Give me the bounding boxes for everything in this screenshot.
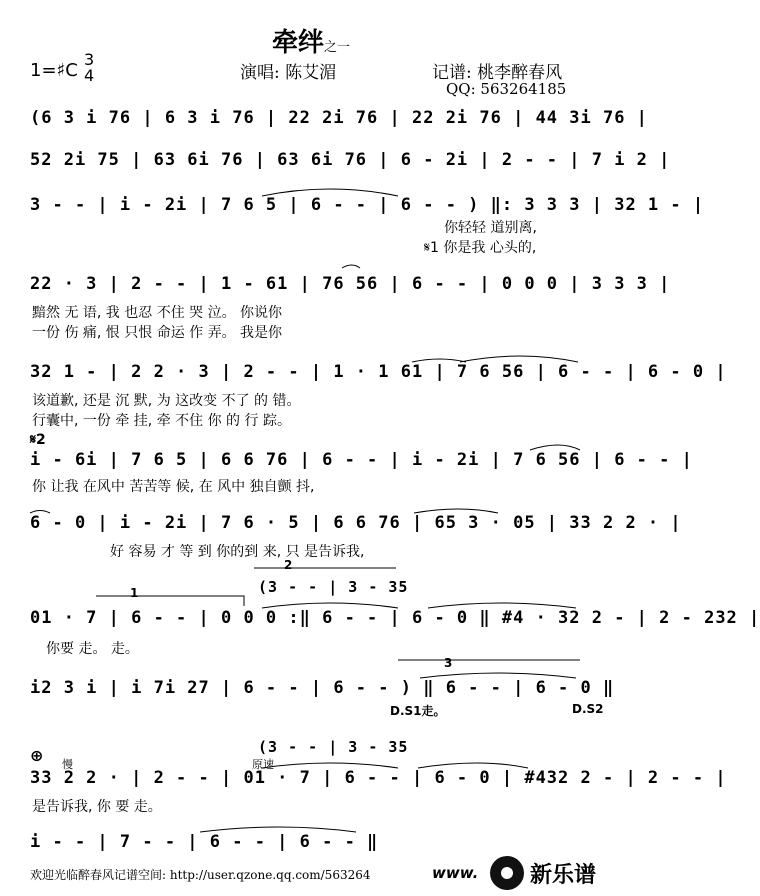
brand-name: 新乐谱: [530, 863, 597, 888]
slur-arc: [30, 511, 50, 514]
notes-line: i - - | 7 - - | 6 - - | 6 - - ‖: [30, 832, 379, 852]
lyric-line-1: 你轻轻 道别离,: [444, 220, 537, 236]
ending-1-bracket: [96, 596, 244, 606]
footer-welcome: 欢迎光临醉春风记谱空间: http://user.qzone.qq.com/563264: [30, 868, 371, 882]
tempo-mark: 原速: [252, 758, 274, 771]
slur-arc: [418, 763, 528, 768]
notes-line: i - 6i | 7 6 5 | 6 6 76 | 6 - - | i - 2i | 7 6 56 | 6 - - |: [30, 450, 693, 470]
lyric-line-1: 好 容易 才 等 到 你的到 来, 只 是告诉我,: [110, 544, 365, 560]
lyric-line-2: 行囊中, 一份 牵 挂, 牵 不住 你 的 行 踪。: [32, 413, 291, 429]
singer-credit: 演唱: 陈艾湄: [240, 63, 337, 83]
slur-arc: [414, 509, 498, 513]
lyric-line-1: 是告诉我, 你 要 走。: [32, 799, 162, 815]
meter-top: 3: [84, 50, 95, 69]
notes-line: 33 2 2 · | 2 - - | 01 · 7 | 6 - - | 6 - 0 | #432 2 - | 2 - - |: [30, 768, 727, 788]
key-signature: 1=♯C: [30, 60, 78, 81]
lyric-line-2: 一份 伤 痛, 恨 只恨 命运 作 弄。 我是你: [32, 325, 283, 341]
lyric-line-1: 你要 走。 走。: [46, 641, 139, 657]
notes-line: 3 - - | i - 2i | 7 6 5 | 6 - - | 6 - - ) ‖: 3 3 3 | 32 1 - |: [30, 195, 705, 215]
ending-1-label: 1: [130, 586, 139, 600]
slur-arc: [428, 603, 576, 608]
notes-line: (6 3 i 76 | 6 3 i 76 | 22 2i 76 | 22 2i 76 | 44 3i 76 |: [30, 108, 648, 128]
meter-bottom: 4: [84, 66, 95, 85]
lyric-line-1: 该道歉, 还是 沉 默, 为 这改变 不了 的 错。: [32, 393, 301, 409]
song-title: 牵绊之一: [271, 28, 351, 58]
coda-mark: ⊕: [30, 746, 44, 765]
lyric-line-1: 你 让我 在风中 苦苦等 候, 在 风中 独自颤 抖,: [32, 479, 315, 495]
slur-arc: [200, 827, 356, 832]
slur-arc: [412, 359, 466, 362]
ending-3-label: 3: [444, 656, 453, 670]
ending-2-label: 2: [284, 558, 293, 572]
notes-line: i2 3 i | i 7i 27 | 6 - - | 6 - - ) ‖ 6 - - | 6 - 0 ‖: [30, 678, 615, 698]
title-suffix: 之一: [324, 40, 351, 55]
slur-arc: [530, 445, 580, 450]
slow-mark: 慢: [62, 758, 73, 771]
lyric-line-2: 𝄋1 你是我 心头的,: [424, 240, 537, 256]
notes-line: 22 · 3 | 2 - - | 1 - 61 | 76 56 | 6 - - | 0 0 0 | 3 3 3 |: [30, 274, 671, 294]
notes-line: 6 - 0 | i - 2i | 7 6 · 5 | 6 6 76 | 65 3 · 05 | 33 2 2 · |: [30, 513, 682, 533]
slur-arc: [262, 603, 398, 608]
slur-arc: [262, 763, 398, 768]
slur-arc: [420, 673, 576, 678]
lyric-line-1: 黯然 无 语, 我 也忍 不住 哭 泣。 你说你: [32, 305, 283, 321]
notes-line: 52 2i 75 | 63 6i 76 | 63 6i 76 | 6 - 2i | 2 - - | 7 i 2 |: [30, 150, 671, 170]
qq-number: QQ: 563264185: [446, 80, 567, 98]
notator-credit: 记谱: 桃李醉春风: [432, 63, 563, 83]
footer-www: www.: [432, 864, 479, 882]
brand-logo-icon: [490, 856, 524, 890]
ds2-mark: D.S2: [572, 702, 604, 716]
notes-line: 01 · 7 | 6 - - | 0 0 0 :‖ 6 - - | 6 - 0 ‖ #4 · 32 2 - | 2 - 232 |: [30, 608, 760, 628]
ds1-mark: D.S1走。: [390, 704, 446, 718]
parenthesized-notes: (3 - - | 3 - 35: [258, 738, 409, 756]
segno-2-mark: 𝄋2: [30, 432, 46, 448]
slur-arc: [460, 356, 578, 362]
parenthesized-notes: (3 - - | 3 - 35: [258, 578, 409, 596]
slur-arc: [262, 189, 398, 196]
slur-arc: [342, 265, 360, 268]
notes-line: 32 1 - | 2 2 · 3 | 2 - - | 1 · 1 61 | 7 6 56 | 6 - - | 6 - 0 |: [30, 362, 727, 382]
